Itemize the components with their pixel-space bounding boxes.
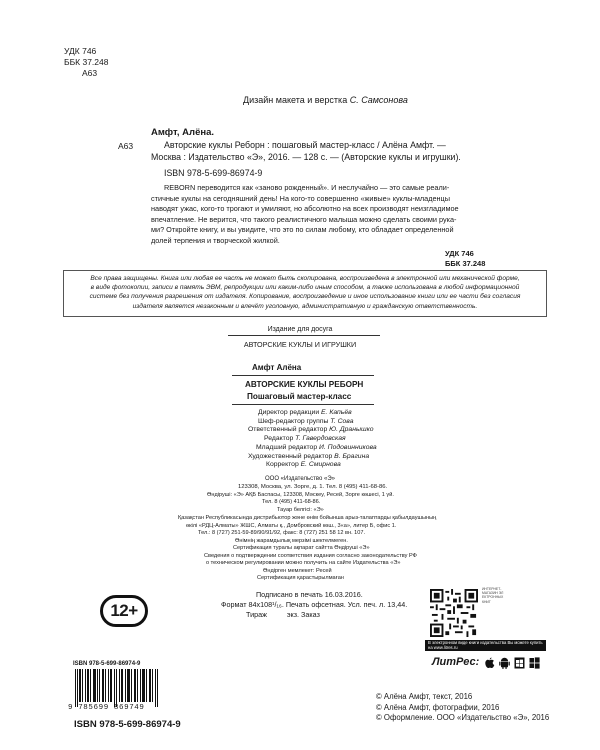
annotation-line: наводят ужас, кого-то трогают и умиляют, но абсолютно на всех производят неизгладимое [151,204,459,213]
validity-line: Өнімнің жарамдылық мерзімі шектелмеген. [235,538,348,544]
staff-line [264,435,458,444]
series-name: АВТОРСКИЕ КУКЛЫ И ИГРУШКИ [243,340,357,349]
catalog-bbk: ББК 37.248 [445,259,486,268]
rights-line: системе без получения разрешения от издателя. Копирование, воспроизведение и иное использование книги или ее части без согласия [89,293,521,301]
isbn-barcode [73,669,163,707]
litres-banner [425,640,546,651]
annotation-line: долей терпения и творческой жилкой. [151,235,280,245]
age-rating-badge [100,595,148,627]
windows-phone-icon [514,657,525,669]
publisher-address: 123308, Москва, ул. Зорге, д. 1. Тел. 8 (495) 411-68-86. [238,484,388,490]
barcode-isbn-small: ISBN 978-5-699-86974-9 [73,661,141,667]
litres-logo: ЛитРес: [432,656,480,668]
staff-line [248,426,458,435]
annotation-line: REBORN переводится как «заново рожденный». И неслучайно — это самые реали- [164,183,450,192]
print-run: Тираж экз. Заказ [246,610,320,619]
design-credit [243,95,408,105]
catalog-code: А63 [118,141,134,151]
staff-person: Т. Гавердовская [295,435,346,443]
barcode-bars [75,669,158,707]
copyright-line: © Алёна Амфт, фотографии, 2016 [376,702,500,712]
design-credit-name: С. Самсонова [349,95,408,105]
staff-person: В. Брагина [334,452,370,460]
edition-purpose: Издание для досуга [267,326,333,333]
copyright-line: © Оформление. ООО «Издательство «Э», 2016 [376,713,550,722]
qr-caption: ИНТЕРНЕТ-МАГАЗИН ЭЛЕКТРОННЫХ КНИГ [482,587,504,604]
windows-icon [529,657,540,669]
rights-line: издателя является незаконным и влечёт уголовную, административную и гражданскую ответственность. [132,302,478,310]
staff-person: Е. Капьёв [321,409,352,416]
book-title: АВТОРСКИЕ КУКЛЫ РЕБОРН [245,380,364,389]
bbk-code: ББК 37.248 [64,57,109,67]
barcode-digits: 9 785699 869749 [68,704,145,712]
staff-line [258,409,458,418]
certification-line: Сертификация туралы ақпарат сайтта Өндіруші «Э» [233,545,370,551]
rights-notice-box [63,270,547,317]
staff-person: Т. Сова [330,417,354,425]
publisher-phone: Тел. 8 (495) 411-68-86. [262,499,321,505]
distributor-line: Тел.: 8 (727) 251-59-89/90/91/92, факс: 8 (727) 251 58 12 вн. 107. [198,530,366,536]
certification-line: Сертификация қарастырылмаған [257,575,344,581]
apple-icon [484,657,495,669]
staff-role: Шеф-редактор группы [258,417,331,425]
distributor-line: Қазақстан Республикасында дистрибьютор және өнім бойынша арыз-талаптарды қабылдаушының [178,515,437,521]
staff-role: Младший редактор [256,443,320,451]
staff-line [248,453,458,462]
print-signed: Подписано в печать 16.03.2016. [256,590,363,599]
staff-person: Е. Смирнова [300,461,341,469]
staff-role: Редактор [264,435,296,443]
divider-line [232,404,374,405]
age-rating-text: 12+ [110,601,138,620]
isbn-large: ISBN 978-5-699-86974-9 [74,719,181,730]
staff-role: Ответственный редактор [248,426,330,434]
distributor-line: өкілі «РДЦ-Алматы» ЖШС, Алматы қ., Домбровский көш., 3«а», литер Б, офис 1. [186,523,397,529]
book-subtitle: Пошаговый мастер-класс [247,392,352,401]
conformity-line: о техническом регулировании можно получить на сайте Издательства «Э» [206,560,401,566]
catalog-isbn: ISBN 978-5-699-86974-9 [164,168,263,178]
rights-line: в виде фотокопии, записи в память ЭВМ, репродукции или каким-либо иным способом, а также использована в любой информационной [90,284,520,292]
country-line: Өндірген мемлекет: Ресей [263,568,332,574]
divider-line [232,375,374,376]
catalog-description-line-2: Москва : Издательство «Э», 2016. — 128 с. — (Авторские куклы и игрушки). [151,152,461,162]
catalog-description-line-1: Авторские куклы Реборн : пошаговый мастер-класс / Алёна Амфт. — [164,140,446,150]
staff-role: Художественный редактор [248,452,335,460]
udk-code: УДК 746 [64,46,97,56]
staff-line [256,444,458,453]
staff-role: Директор редакции [258,409,322,416]
trademark: Тауар белгісі: «Э» [277,507,324,513]
catalog-annotation [151,183,494,246]
copyright-block [376,692,549,724]
catalog-author: Амфт, Алёна. [151,127,215,138]
qr-code [430,589,478,637]
litres-banner-text: В электронном виде книги издательства Вы можете купить на www.litres.ru [428,640,543,650]
author-sign: А63 [82,68,98,78]
copyright-line: © Алёна Амфт, текст, 2016 [376,692,473,701]
print-format: Формат 84x108¹/₁₆. Печать офсетная. Усл. печ. л. 13,44. [221,600,408,609]
annotation-line: впечатление. Не верится, что такого реалистичного малыша можно сделать своими рука- [151,214,457,224]
staff-line [266,461,458,470]
editorial-staff [248,409,458,470]
staff-role: Корректор [266,461,301,469]
rights-line: Все права защищены. Книга или любая ее часть не может быть скопирована, воспроизведена в электронной или механической форме, [90,275,520,282]
staff-person: И. Подовинникова [319,443,377,451]
publisher-address-kz: Өндіруші: «Э» АҚБ Баспасы, 123308, Мәскеу, Ресей, Зорге көшесі, 1 үй. [207,492,394,498]
qr-code-block [430,585,510,641]
android-icon [499,657,510,669]
publisher-name: ООО «Издательство «Э» [265,476,335,482]
edition-author: Амфт Алёна [252,363,302,372]
catalog-udk: УДК 746 [445,249,474,258]
divider-line [228,335,380,336]
platform-icons [484,657,548,669]
annotation-line: стичные куклы на сегодняшний день! На кого-то совершенно «живые» куклы-младенцы [151,193,450,203]
annotation-line: ми? Откройте книгу, и вы увидите, что это по силам любому, кто обладает определенной [151,225,454,234]
conformity-line: Сведения о подтверждении соответствия издания согласно законодательству РФ [204,553,417,559]
staff-person: Ю. Дранышко [329,426,374,434]
design-credit-label: Дизайн макета и верстка [243,95,350,105]
